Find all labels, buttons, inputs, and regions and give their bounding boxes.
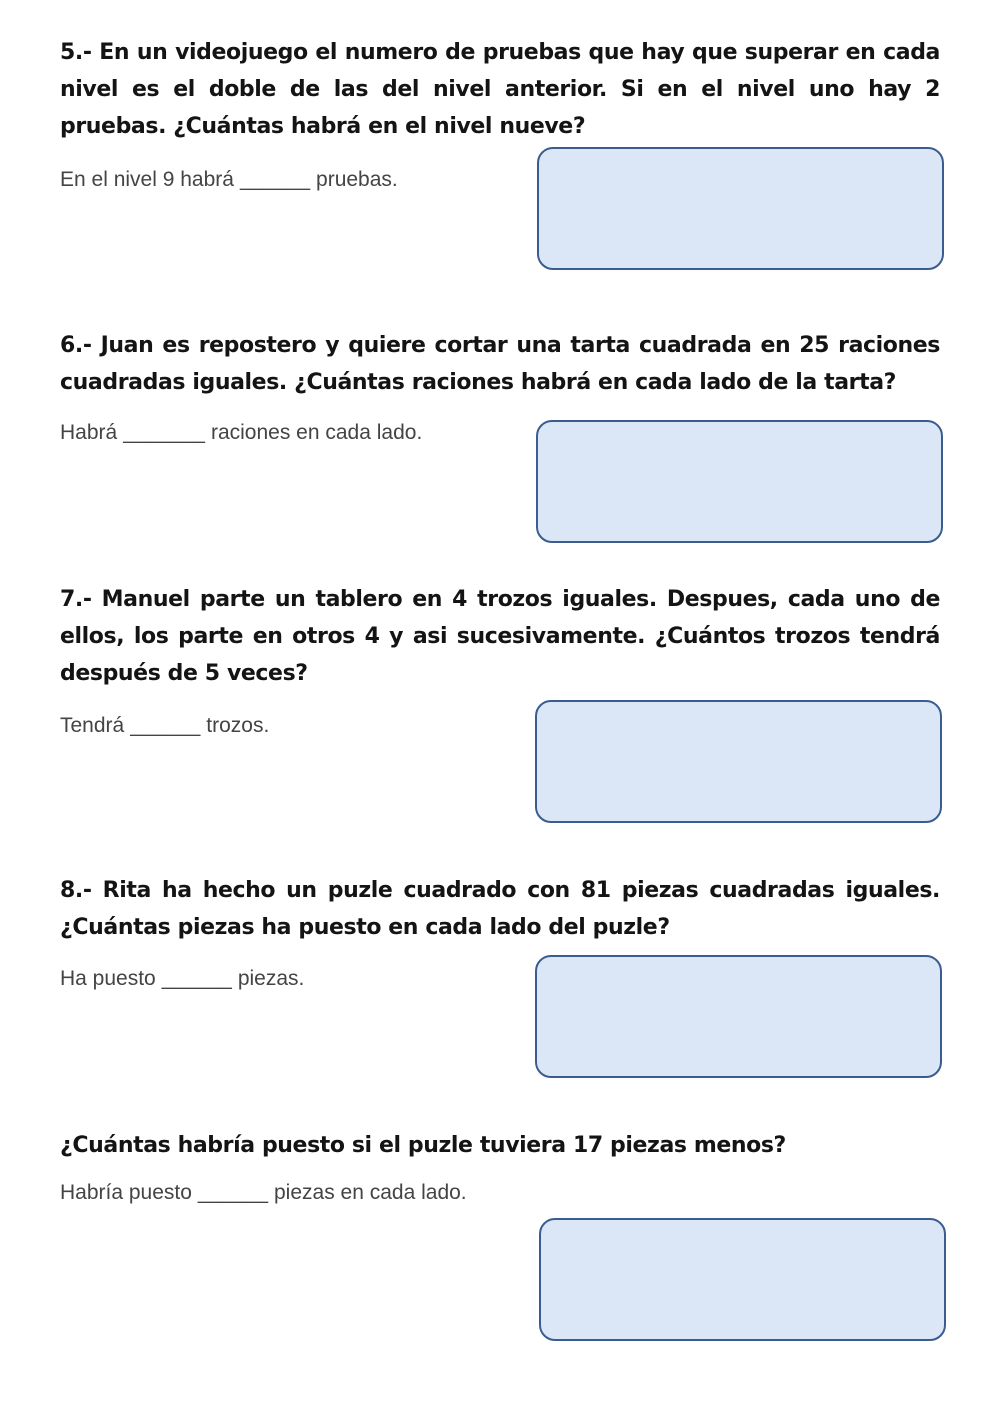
answer-box-8[interactable] bbox=[535, 955, 942, 1078]
answer-prefix: Habrá bbox=[60, 421, 118, 444]
answer-box-5[interactable] bbox=[537, 147, 944, 270]
answer-prefix: Habría puesto bbox=[60, 1181, 192, 1204]
answer-prefix: Ha puesto bbox=[60, 967, 156, 990]
answer-suffix: trozos. bbox=[206, 714, 270, 737]
answer-blank: ______ bbox=[161, 967, 232, 990]
answer-suffix: raciones en cada lado. bbox=[210, 421, 423, 444]
question-8-text: 8.- Rita ha hecho un puzle cuadrado con 81 piezas cuadradas iguales. ¿Cuántas piezas ha puesto en cada lado del puzle? bbox=[60, 878, 940, 940]
question-5-text: 5.- En un videojuego el numero de pruebas que hay que superar en cada nivel es el doble de las del nivel anterior. Si en el nivel uno hay 2 pruebas. ¿Cuántas habrá en el nivel nueve? bbox=[60, 40, 940, 139]
question-8b-answer-line bbox=[60, 1181, 467, 1205]
question-6-text: 6.- Juan es repostero y quiere cortar una tarta cuadrada en 25 raciones cuadradas iguales. ¿Cuántas raciones habrá en cada lado de la tarta? bbox=[60, 333, 940, 395]
answer-blank: _______ bbox=[123, 421, 205, 444]
answer-box-7[interactable] bbox=[535, 700, 942, 823]
answer-box-6[interactable] bbox=[536, 420, 943, 543]
answer-suffix: piezas. bbox=[237, 967, 305, 990]
answer-box-8b[interactable] bbox=[539, 1218, 946, 1341]
answer-blank: ______ bbox=[197, 1181, 268, 1204]
question-6-answer-line bbox=[60, 421, 422, 445]
question-7-text: 7.- Manuel parte un tablero en 4 trozos iguales. Despues, cada uno de ellos, los parte en otros 4 y asi sucesivamente. ¿Cuántos trozos tendrá después de 5 veces? bbox=[60, 587, 940, 686]
question-8b-text: ¿Cuántas habría puesto si el puzle tuviera 17 piezas menos? bbox=[60, 1133, 786, 1158]
answer-suffix: pruebas. bbox=[316, 168, 398, 191]
question-7-answer-line bbox=[60, 714, 269, 738]
answer-blank: ______ bbox=[239, 168, 311, 191]
answer-blank: ______ bbox=[130, 714, 201, 737]
answer-suffix: piezas en cada lado. bbox=[274, 1181, 467, 1204]
answer-prefix: En el nivel 9 habrá bbox=[60, 168, 234, 191]
answer-prefix: Tendrá bbox=[60, 714, 125, 737]
question-5-answer-line bbox=[60, 168, 398, 192]
question-8-answer-line bbox=[60, 967, 304, 991]
